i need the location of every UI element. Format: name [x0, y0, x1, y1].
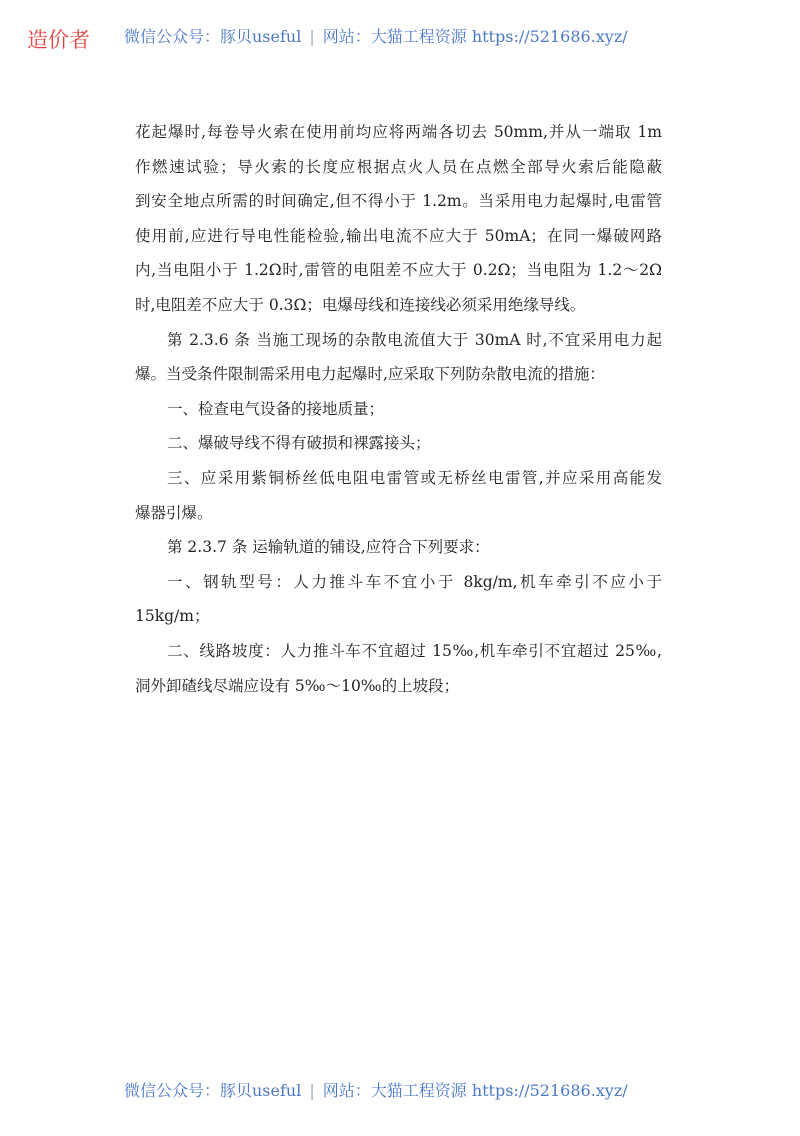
text-line: 15kg/m； [135, 607, 210, 626]
text-line: 二、爆破导线不得有破损和裸露接头； [167, 434, 431, 453]
text-line: 内,当电阻小于 1.2Ω时,雷管的电阻差不应大于 0.2Ω；当电阻为 1.2～2Ω [135, 261, 662, 280]
footer-banner [124, 1078, 628, 1101]
text-line: 第 2.3.6 条 当施工现场的杂散电流值大于 30mA 时,不宜采用电力起 [167, 330, 662, 349]
footer-site-link[interactable]: 网站：大猫工程资源 https://521686.xyz/ [322, 1081, 628, 1100]
text-line: 使用前,应进行导电性能检验,输出电流不应大于 50mA；在同一爆破网路 [135, 226, 662, 245]
text-line: 第 2.3.7 条 运输轨道的铺设,应符合下列要求： [167, 538, 490, 557]
text-line: 到安全地点所需的时间确定,但不得小于 1.2m。当采用电力起爆时,电雷管 [135, 192, 662, 211]
header-site-link[interactable]: 网站：大猫工程资源 https://521686.xyz/ [322, 27, 628, 46]
text-line: 时,电阻差不应大于 0.3Ω；电爆母线和连接线必须采用绝缘导线。 [135, 295, 586, 314]
text-line: 爆。当受条件限制需采用电力起爆时,应采取下列防杂散电流的措施： [135, 365, 605, 384]
text-line: 花起爆时,每卷导火索在使用前均应将两端各切去 50mm,并从一端取 1m [135, 123, 662, 141]
header-separator: | [309, 27, 315, 46]
footer-separator: | [309, 1081, 315, 1100]
document-body [135, 120, 662, 708]
footer-wechat: 微信公众号：豚贝useful [124, 1081, 302, 1100]
header-banner [124, 24, 628, 47]
text-line: 爆器引爆。 [135, 503, 213, 522]
text-line: 三、应采用紫铜桥丝低电阻电雷管或无桥丝电雷管,并应采用高能发 [167, 468, 662, 487]
logo: 造价者 [27, 28, 90, 52]
text-line: 洞外卸碴线尽端应设有 5‰～10‰的上坡段； [135, 676, 460, 695]
text-line: 二、线路坡度：人力推斗车不宜超过 15‰,机车牵引不宜超过 25‰, [167, 641, 662, 660]
text-line: 一、钢轨型号：人力推斗车不宜小于 8kg/m,机车牵引不应小于 [167, 572, 662, 591]
text-line: 作燃速试验；导火索的长度应根据点火人员在点燃全部导火索后能隐蔽 [135, 157, 662, 176]
text-line: 一、检查电气设备的接地质量； [167, 399, 385, 418]
header-wechat: 微信公众号：豚贝useful [124, 27, 302, 46]
